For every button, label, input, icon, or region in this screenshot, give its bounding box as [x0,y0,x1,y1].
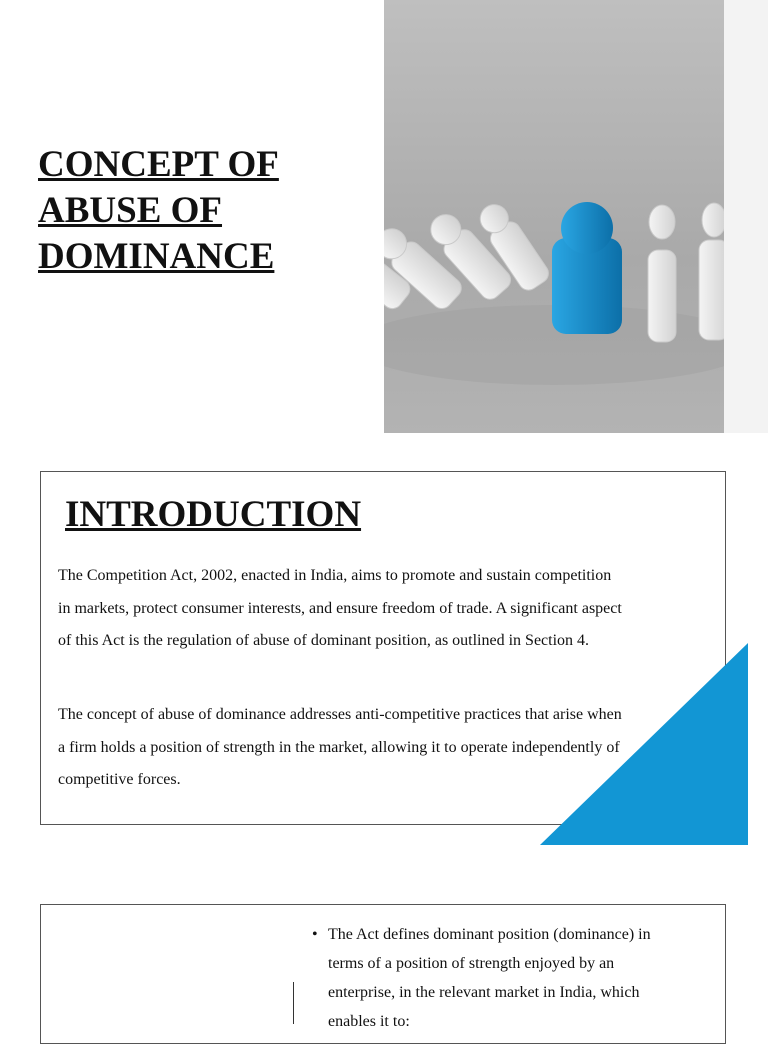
list-item: • The Act defines dominant position (dominance) in terms of a position of strength enjoyed by an enterprise, in the relevant market in India, which enables it to: [312,920,662,1036]
divider-line [293,982,294,1024]
slide-title [38,142,358,280]
side-strip [724,0,768,433]
title-line: ABUSE OF [38,190,223,231]
bullet-list [312,920,662,1036]
intro-paragraph-2: The concept of abuse of dominance addresses anti-competitive practices that arise when a firm holds a position of strength in the market, allowing it to operate independently of competitive forces. [58,706,622,788]
introduction-heading: INTRODUCTION [65,494,362,535]
intro-paragraph-1: The Competition Act, 2002, enacted in India, aims to promote and sustain competition in markets, protect consumer interests, and ensure freedom of trade. A significant aspect of this Act is the regulation of abuse of dominant position, as outlined in Section 4. [58,567,622,649]
title-line: CONCEPT OF [38,144,279,185]
title-line: DOMINANCE [38,236,275,277]
domino-figures-photo [384,0,724,433]
